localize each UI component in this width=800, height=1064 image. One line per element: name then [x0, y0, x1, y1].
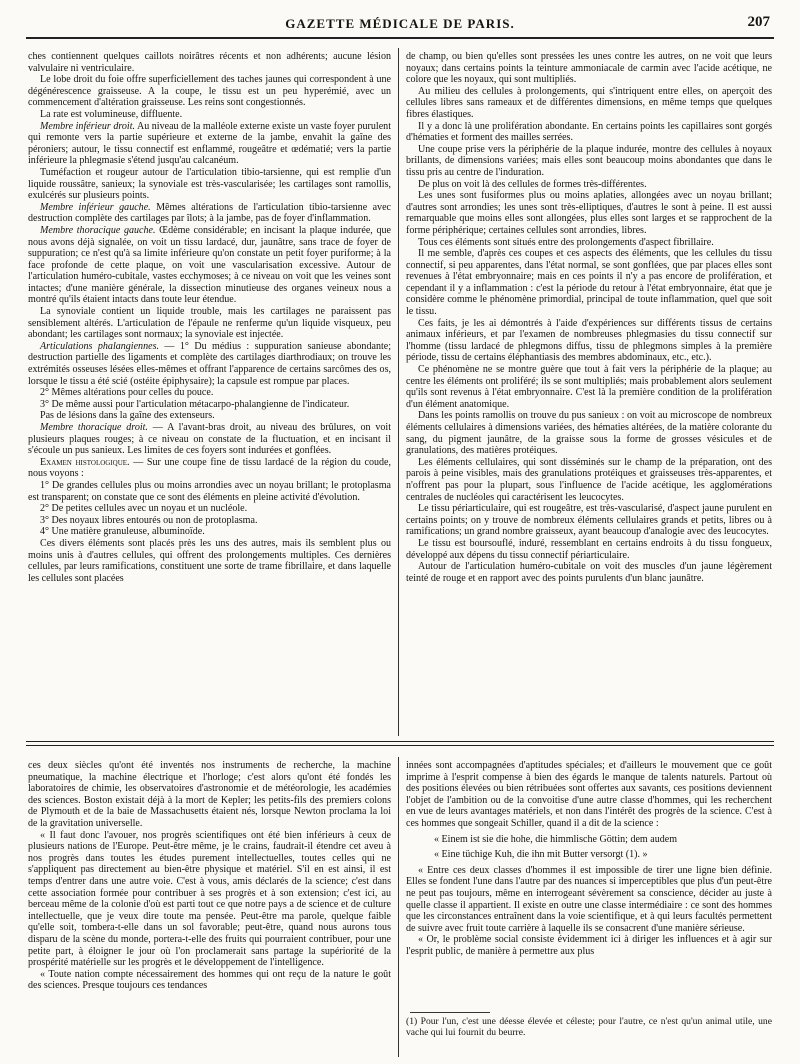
paragraph-text: 4° Une matière granuleuse, albuminoïde.	[40, 526, 205, 538]
verse-line: « Eine tüchige Kuh, die ihn mit Butter versorgt (1). »	[434, 849, 648, 861]
paragraph-text: de champ, ou bien qu'elles sont pressées les unes contre les autres, on ne voit que leurs noyaux; dans certains points la teinture ammoniacale de carmin avec l'acide acétique, ne colore que les noyaux, qui sont multipliés.	[406, 51, 772, 86]
paragraph-text: 2° Mêmes altérations pour celles du pouce.	[40, 387, 214, 399]
paragraph-text: Tuméfaction et rougeur autour de l'articulation tibio-tarsienne, qui est remplie d'un liquide roussâtre, sanieux; la synoviale est très-vascularisée; les cartilages sont ramollis, exulcérés sur plusieurs points.	[28, 166, 391, 202]
paragraph-text: Au milieu des cellules à prolongements, qui s'intriquent entre elles, on aperçoit des cellules libres sans rameaux et de différentes dimensions, en même temps que quelques fibres élastiques.	[406, 85, 772, 120]
header-rule	[26, 37, 774, 39]
paragraph	[28, 410, 391, 422]
verse-line: « Einem ist sie die hohe, die himmlische Göttin; dem audem	[434, 833, 678, 845]
paragraph-text: De plus on voit là des cellules de formes très-différentes.	[418, 178, 647, 190]
paragraph	[406, 364, 772, 410]
paragraph-text: Ces faits, je les ai démontrés à l'aide d'expériences sur différents tissus de certains animaux inférieurs, et par l'examen de nombreuses phlegmasies du tissu connectif sur l'homme (tissu lardacé de phlegmons diffus, tissu de phlegmons simples à la première période, tissu de certains éléphantiasis des membres abdominaux, etc., etc.).	[406, 317, 772, 364]
paragraph-text: La synoviale contient un liquide trouble, mais les cartilages ne paraissent pas sensiblement altérés. L'articulation de l'épaule ne renferme qu'un liquide visqueux, peu abondant; les cartilages sont normaux; la synoviale est injectée.	[28, 306, 391, 341]
paragraph	[28, 480, 391, 503]
paragraph	[28, 503, 391, 515]
paragraph	[28, 526, 391, 538]
paragraph-text: Il y a donc là une prolifération abondante. En certains points les capillaires sont gorgés d'hématies et forment des mailles serrées.	[406, 120, 772, 144]
paragraph	[28, 74, 391, 109]
paragraph-text: « Toute nation compte nécessairement des hommes qui ont reçu de la nature le goût des sciences. Presque toujours ces tendances	[28, 968, 391, 992]
paragraph-text: ches contiennent quelques caillots noirâtres récents et non adhérents; aucune lésion valvulaire ni ventriculaire.	[28, 51, 391, 74]
paragraph	[406, 190, 772, 236]
paragraph-text: « Or, le problème social consiste évidemment ici à diriger les influences et à agir sur l'esprit public, de manière à permettre aux plus	[406, 934, 772, 957]
paragraph-text: 2° De petites cellules avec un noyau et un nucléole.	[40, 503, 248, 515]
paragraph	[406, 86, 772, 121]
paragraph	[406, 318, 772, 364]
section-lead: Articulations phalangiennes.	[40, 340, 159, 352]
section-divider-double	[26, 745, 774, 746]
paragraph	[406, 760, 772, 830]
paragraph	[28, 121, 391, 167]
paragraph-text: Œdème considérable; en incisant la plaque indurée, que nous avons déjà signalée, on voit un tissu lardacé, dur, jaunâtre, sans trace de foyer de suppuration; ce n'est qu'à sa limite inférieure qu'on constate un petit foyer puriforme; à la face profonde de cette plaque, on voit une vascularisation excessive. Autour de l'articulation huméro-cubitale, vastes ecchymoses; à ce niveau on voit que les veines sont intactes; d'une manière générale, la dissection minutieuse des organes veineux nous a montré qu'ils étaient intacts dans toute leur étendue.	[28, 224, 391, 306]
column-divider-bottom	[398, 757, 399, 1057]
paragraph-text: Pas de lésions dans la gaîne des extenseurs.	[40, 410, 215, 422]
paragraph-text: Ce phénomène ne se montre guère que tout à fait vers la périphérie de la plaque; au centre les éléments ont proliféré; ils se sont multipliés; mais probablement alors seulement qu'ils sont revenus à l'état embryonnaire. C'est là la première condition de la prolifération d'un élément anatomique.	[406, 364, 772, 410]
paragraph	[406, 849, 772, 861]
footnote: (1) Pour l'un, c'est une déesse élevée et céleste; pour l'autre, ce n'est qu'un animal utile, une vache qui lui fournit du beurre.	[406, 1016, 772, 1038]
paragraph-text: — 1° Du médius : suppuration sanieuse abondante; destruction partielle des ligaments et complète des cartilages diarthrodiaux; on trouve les extrémités osseuses lésées elles-mêmes et offrant l'apparence de certains sarcômes des os, lorsque le tissu a été scié (ostéite épiphysaire); la capsule est rompue par places.	[28, 340, 392, 387]
paragraph-text: « Entre ces deux classes d'hommes il est impossible de tirer une ligne bien définie. Elles se fondent l'une dans l'autre par des nuances si imperceptibles que plus d'un peut-être ne peut pas toujours, même en interrogeant sévèrement sa conscience, décider au juste à quelle classe il appartient. Il existe en outre une classe intermédiaire : ce sont des hommes que les circonstances entraînent dans la voie scientifique, et à qui leurs facultés permettent de suivre avec fruit toute carrière à laquelle ils se consacrent d'une manière sérieuse.	[406, 864, 772, 934]
paragraph-text: 3° Des noyaux libres entourés ou non de protoplasma.	[40, 514, 258, 526]
column-divider-top	[398, 48, 399, 736]
paragraph-text: Au niveau de la malléole externe existe un vaste foyer purulent qui remonte vers la partie supérieure et externe de la jambe, envahit la gaîne des péroniers; autour, le tissu connectif est enflammé, rougeâtre et œdématié; vers la partie inférieure la phlegmasie s'étend jusqu'au calcanéum.	[28, 120, 391, 167]
paragraph	[406, 503, 772, 538]
paragraph	[28, 515, 391, 527]
paragraph-text: Une coupe prise vers la périphérie de la plaque indurée, montre des cellules à noyaux brillants, de dimensions variées; mais elles sont beaucoup moins abondantes que dans le tissu pris au centre de l'induration.	[406, 143, 772, 178]
column-bottom-left	[28, 760, 391, 992]
page-header	[26, 14, 774, 34]
paragraph	[28, 422, 391, 457]
section-lead: Membre inférieur droit.	[40, 120, 135, 132]
section-lead: Membre thoracique droit.	[40, 422, 148, 433]
paragraph	[406, 237, 772, 249]
page-number: 207	[747, 14, 770, 30]
paragraph	[406, 538, 772, 561]
paragraph	[28, 830, 391, 969]
paragraph-text: Les éléments cellulaires, qui sont disséminés sur le champ de la préparation, ont des parois à peine visibles, mais des granulations protéiques et graisseuses très-apparentes, et n'offrent pas pour la plupart, sous l'influence de l'acide acétique, les agglomérations centrales de nucléoles qui caractérisent les leucocytes.	[406, 456, 772, 503]
section-heading: Examen histologique.	[40, 456, 130, 468]
paragraph-text: Tous ces éléments sont situés entre des prolongements d'aspect fibrillaire.	[418, 236, 714, 248]
paragraph-text: innées sont accompagnées d'aptitudes spéciales; et d'ailleurs le mouvement que ce goût imprime à l'esprit compense à bien des égards le manque de talents naturels. Partout où des positions élevées ou bien rétribuées sont offertes aux savants, ces positions deviennent l'objet de l'ambition ou de la convoitise d'une autre classe d'hommes, qui les recherchent en vue de leurs avantages matériels, et non dans l'intérêt des progrès de la science. C'est à ces hommes que songeait Schiller, quand il a dit de la science :	[406, 760, 772, 829]
paragraph-text: ces deux siècles qu'ont été inventés nos instruments de recherche, la machine pneumatique, la machine électrique et l'horloge; c'est alors qu'ont été fondés les laboratoires de chimie, les observatoires d'astronomie et de météorologie, les académies des sciences. Boston existait déjà à la mort de Kepler; les petits-fils des premiers colons de Plymouth et de la baie de Massachusetts étaient nés, lorsque Newton proclama la loi de la gravitation universelle.	[28, 760, 391, 829]
paragraph-text: Dans les points ramollis on trouve du pus sanieux : on voit au microscope de nombreux éléments cellulaires à dimensions variées, des hématies altérées, de la matière colorante du sang, du pigment jaunâtre, de la graisse sous la forme de grosses vésicules et de granulations, des matières protéiques.	[406, 410, 772, 457]
paragraph	[28, 306, 391, 341]
paragraph-text: Le tissu périarticulaire, qui est rougeâtre, est très-vascularisé, d'aspect jaune purulent en certains points; on y trouve de nombreux éléments cellulaires grands et petits, libres ou à ramifications; un grand nombre graisseux, ayant beaucoup d'analogie avec des leucocytes.	[406, 503, 772, 538]
paragraph-text: La rate est volumineuse, diffluente.	[40, 108, 183, 120]
paragraph	[28, 387, 391, 399]
paragraph	[406, 410, 772, 456]
paragraph-text: « Il faut donc l'avouer, nos progrès scientifiques ont été bien inférieurs à ceux de plusieurs nations de l'Europe. Peut-être même, je le crains, faudrait-il étendre cet aveu à nos progrès dans toutes les études purement intellectuelles, toutes celles qui ne s'appliquent pas directement au bien-être physique et matériel. S'il en est ainsi, il est temps d'entrer dans une autre voie. C'est à vous, amis déclarés de la science; c'est dans cette association formée pour contribuer à ses progrès et à son extension; c'est ici, au berceau même de la colonie d'où est parti tout ce que notre pays a de science et de culture intellectuelle, que je veux dire toute ma pensée. Peut-être ma parole, quelque faible qu'elle soit, tombera-t-elle dans un sol favorable; peut-être, quand nous aurons tous disparu de la scène du monde, portera-t-elle des fruits qui pourraient contribuer, pour une petite part, à éloigner le jour où l'on proclamerait sans partage la supériorité de la prospérité matérielle sur les progrès et le développement de l'intelligence.	[28, 829, 391, 969]
paragraph-text: Le tissu est boursouflé, induré, ressemblant en certains endroits à du tissu fongueux, développé aux dépens du tissu connectif périarticulaire.	[406, 537, 772, 561]
paragraph	[28, 109, 391, 121]
paragraph	[28, 760, 391, 830]
paragraph-text: Autour de l'articulation huméro-cubitale on voit des muscles d'un jaune légèrement teinté de rouge et en rapport avec des points purulents d'un blanc jaunâtre.	[406, 561, 772, 584]
paragraph	[406, 248, 772, 318]
section-lead: Membre inférieur gauche.	[40, 201, 151, 213]
paragraph	[406, 51, 772, 86]
journal-title: GAZETTE MÉDICALE DE PARIS.	[285, 16, 515, 31]
paragraph	[406, 834, 772, 846]
paragraph-text: 3° De même aussi pour l'articulation métacarpo-phalangienne de l'indicateur.	[40, 398, 350, 410]
paragraph	[28, 399, 391, 411]
paragraph-text: Les unes sont fusiformes plus ou moins aplaties, allongées avec un noyau brillant; d'autres sont arrondies; les unes sont très-elliptiques, d'autres le sont à peine. Il est aussi remarquable que moins elles sont allongées, plus elles sont larges et se rapprochent de la forme périphérique; certaines cellules sont arrondies, libres.	[406, 190, 772, 236]
paragraph-text: 1° De grandes cellules plus ou moins arrondies avec un noyau brillant; le protoplasma est transparent; on constate que ce sont des éléments en pleine activité d'évolution.	[28, 479, 391, 503]
paragraph	[28, 51, 391, 74]
paragraph-text: — A l'avant-bras droit, au niveau des brûlures, on voit plusieurs plaques rouges; à ce niveau on constate de la fluctuation, et en incisant il s'écoule un pus sanieux. Les limites de ces foyers sont indurées et gonflées.	[28, 422, 391, 457]
paragraph	[28, 457, 391, 480]
section-lead: Membre thoracique gauche.	[40, 224, 156, 236]
paragraph	[28, 341, 391, 387]
paragraph	[406, 561, 772, 584]
paragraph	[406, 144, 772, 179]
paragraph-text: Mêmes altérations de l'articulation tibio-tarsienne avec destruction complète des cartilages par îlots; à la jambe, pas de foyer d'inflammation.	[28, 201, 391, 225]
section-divider	[26, 741, 774, 742]
column-top-right	[406, 51, 772, 584]
paragraph	[28, 969, 391, 992]
footnote-rule	[410, 1012, 490, 1013]
paragraph	[406, 865, 772, 935]
paragraph	[406, 179, 772, 191]
paragraph	[406, 121, 772, 144]
paragraph-text: — Sur une coupe fine de tissu lardacé de la région du coude, nous voyons :	[28, 456, 392, 480]
paragraph	[406, 457, 772, 503]
paragraph	[406, 934, 772, 957]
paragraph	[28, 538, 391, 584]
column-bottom-right	[406, 760, 772, 958]
paragraph-text: Ces divers éléments sont placés près les uns des autres, mais ils semblent plus ou moins unis à d'autres cellules, qui offrent des prolongements multiples. Ces dernières cellules, par leurs ramifications, constituent une sorte de trame fibrillaire, et dans laquelle les cellules sont placées	[28, 537, 391, 584]
paragraph-text: Il me semble, d'après ces coupes et ces aspects des éléments, que les cellules du tissu connectif, si peu apparentes, dans l'état normal, se sont gonflées, que par places elles sont revenues à l'état embryonnaire; mais en ces points il n'y a pas encore de prolifération, et cependant il y a inflammation : c'est la période du retour à l'état embryonnaire, état que je considère comme le phénomène primordial, principal de toute inflammation, quel que soit le tissu.	[406, 248, 772, 318]
paragraph	[28, 202, 391, 225]
paragraph	[28, 225, 391, 306]
column-top-left	[28, 51, 391, 584]
paragraph-text: Le lobe droit du foie offre superficiellement des taches jaunes qui correspondent à une dégénérescence graisseuse. A la coupe, le tissu est un peu hyperémié, avec un commencement d'altération graisseuse. Les reins sont congestionnés.	[28, 74, 391, 109]
paragraph	[28, 167, 391, 202]
